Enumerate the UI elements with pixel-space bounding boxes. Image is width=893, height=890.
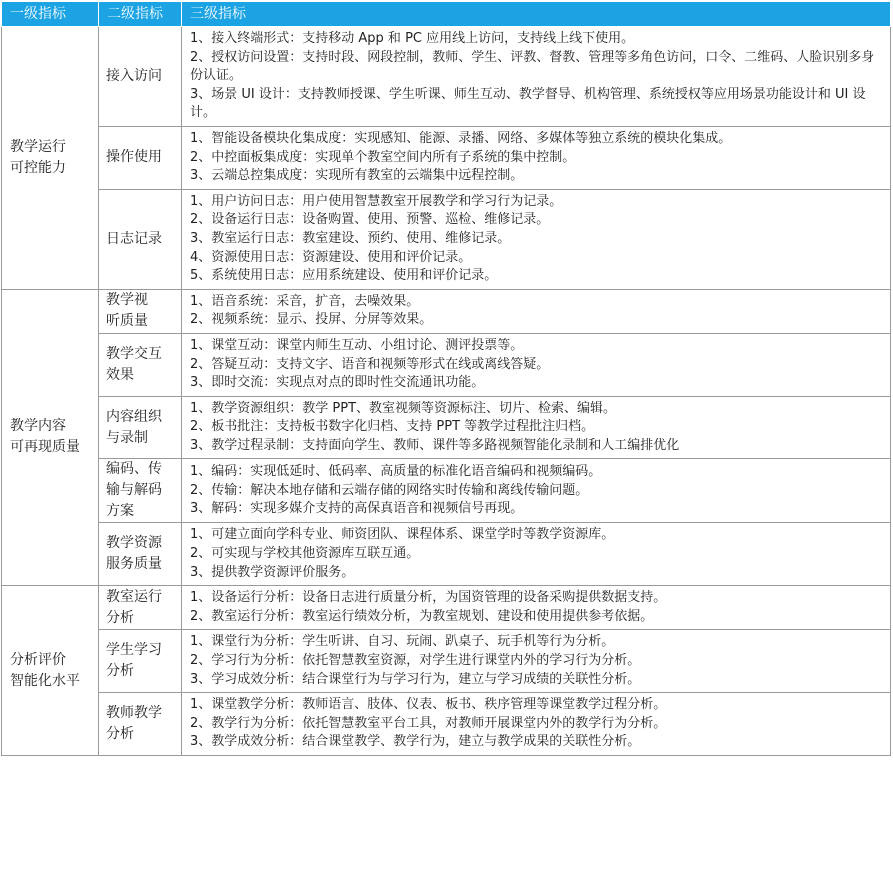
level-2-cell bbox=[99, 586, 182, 630]
level-1-label: 智能化水平 bbox=[10, 672, 80, 689]
level-1-label: 可再现质量 bbox=[10, 439, 80, 456]
level-3-item: 3、场景 UI 设计：支持教师授课、学生听课、师生互动、教学督导、机构管理、系统授权等应用场景功能设计和 UI 设计。 bbox=[190, 86, 866, 121]
level-3-cell bbox=[182, 189, 891, 289]
level-3-item: 2、中控面板集成度：实现单个教室空间内所有子系统的集中控制。 bbox=[190, 149, 576, 165]
table-row bbox=[2, 333, 891, 396]
level-3-item: 3、云端总控集成度：实现所有教室的云端集中远程控制。 bbox=[190, 168, 524, 184]
level-2-label: 分析 bbox=[106, 609, 134, 626]
level-3-item: 3、即时交流：实现点对点的即时性交流通讯功能。 bbox=[190, 375, 485, 391]
level-3-item: 1、用户访问日志：用户使用智慧教室开展教学和学习行为记录。 bbox=[190, 193, 563, 209]
level-3-item: 1、设备运行分析：设备日志进行质量分析，为国资管理的设备采购提供数据支持。 bbox=[190, 590, 667, 606]
level-1-label: 教学内容 bbox=[10, 418, 66, 435]
level-3-cell bbox=[182, 630, 891, 693]
level-3-item: 3、教学成效分析：结合课堂教学、教学行为，建立与教学成果的关联性分析。 bbox=[190, 734, 641, 750]
level-2-cell bbox=[99, 333, 182, 396]
level-2-cell bbox=[99, 630, 182, 693]
level-2-label: 学生学习 bbox=[106, 642, 162, 659]
level-3-item: 1、课堂教学分析：教师语言、肢体、仪表、板书、秩序管理等课堂教学过程分析。 bbox=[190, 697, 667, 713]
level-1-label: 教学运行 bbox=[10, 138, 66, 155]
level-3-item: 1、接入终端形式：支持移动 App 和 PC 应用线上访问，支持线上线下使用。 bbox=[190, 31, 635, 46]
level-3-cell bbox=[182, 333, 891, 396]
level-3-item: 2、教学行为分析：依托智慧教室平台工具，对教师开展课堂内外的教学行为分析。 bbox=[190, 715, 667, 731]
level-3-item: 2、设备运行日志：设备购置、使用、预警、巡检、维修记录。 bbox=[190, 212, 550, 228]
level-2-label: 效果 bbox=[106, 366, 134, 383]
level-3-item: 4、资源使用日志：资源建设、使用和评价记录。 bbox=[190, 249, 472, 265]
level-3-item: 3、解码：实现多媒介支持的高保真语音和视频信号再现。 bbox=[190, 501, 524, 517]
level-2-cell bbox=[99, 189, 182, 289]
level-3-item: 2、视频系统：显示、投屏、分屏等效果。 bbox=[190, 312, 433, 328]
level-3-item: 1、语音系统：采音，扩音，去噪效果。 bbox=[190, 293, 420, 309]
level-3-item: 1、课堂互动：课堂内师生互动、小组讨论、测评投票等。 bbox=[190, 337, 524, 353]
table-header bbox=[2, 2, 891, 27]
level-1-cell bbox=[2, 27, 99, 290]
table-row bbox=[2, 459, 891, 523]
level-1-cell bbox=[2, 289, 99, 586]
table-row bbox=[2, 630, 891, 693]
table-row bbox=[2, 693, 891, 756]
header-level-3: 三级指标 bbox=[182, 2, 891, 27]
level-2-cell bbox=[99, 126, 182, 189]
header-level-1: 一级指标 bbox=[2, 2, 99, 27]
level-3-cell bbox=[182, 289, 891, 333]
level-1-label: 可控能力 bbox=[10, 159, 66, 176]
level-2-cell bbox=[99, 27, 182, 127]
level-2-cell bbox=[99, 693, 182, 756]
level-3-item: 2、授权访问设置：支持时段、网段控制，教师、学生、评教、督教、管理等多角色访问，口令、二维码、人脸识别多身份认证。 bbox=[190, 49, 875, 84]
level-1-cell bbox=[2, 586, 99, 756]
level-2-label: 教师教学 bbox=[106, 705, 162, 722]
level-2-label: 编码、传 bbox=[106, 461, 162, 478]
level-2-label: 操作使用 bbox=[106, 149, 162, 166]
level-3-item: 1、可建立面向学科专业、师资团队、课程体系、课堂学时等教学资源库。 bbox=[190, 527, 615, 543]
level-3-cell bbox=[182, 693, 891, 756]
level-3-cell bbox=[182, 126, 891, 189]
level-2-label: 教学交互 bbox=[106, 345, 162, 362]
level-2-label: 分析 bbox=[106, 663, 134, 680]
indicator-table bbox=[1, 1, 891, 756]
level-3-item: 1、智能设备模块化集成度：实现感知、能源、录播、网络、多媒体等独立系统的模块化集成。 bbox=[190, 130, 732, 146]
level-3-item: 1、课堂行为分析：学生听讲、自习、玩闹、趴桌子、玩手机等行为分析。 bbox=[190, 634, 615, 650]
level-3-item: 2、板书批注：支持板书数字化归档、支持 PPT 等教学过程批注归档。 bbox=[190, 419, 595, 435]
table-row bbox=[2, 289, 891, 333]
level-3-item: 1、教学资源组织：教学 PPT、教室视频等资源标注、切片、检索、编辑。 bbox=[190, 400, 617, 416]
level-3-item: 1、编码：实现低延时、低码率、高质量的标准化语音编码和视频编码。 bbox=[190, 464, 602, 480]
level-2-cell bbox=[99, 289, 182, 333]
table-body bbox=[2, 27, 891, 756]
level-2-label: 内容组织 bbox=[106, 408, 162, 425]
level-2-cell bbox=[99, 396, 182, 459]
table-row bbox=[2, 396, 891, 459]
level-3-cell bbox=[182, 396, 891, 459]
level-3-item: 5、系统使用日志：应用系统建设、使用和评价记录。 bbox=[190, 268, 498, 284]
level-2-label: 分析 bbox=[106, 726, 134, 743]
level-3-cell bbox=[182, 459, 891, 523]
level-3-item: 2、教室运行分析：教室运行绩效分析，为教室规划、建设和使用提供参考依据。 bbox=[190, 608, 654, 624]
level-3-item: 2、答疑互动：支持文字、语音和视频等形式在线或离线答疑。 bbox=[190, 356, 550, 372]
level-2-label: 输与解码 bbox=[106, 482, 162, 499]
level-2-label: 服务质量 bbox=[106, 556, 162, 573]
level-2-label: 教学资源 bbox=[106, 535, 162, 552]
level-2-label: 教室运行 bbox=[106, 588, 162, 605]
level-3-item: 2、学习行为分析：依托智慧教室资源，对学生进行课堂内外的学习行为分析。 bbox=[190, 653, 641, 669]
level-3-cell bbox=[182, 27, 891, 127]
table-row bbox=[2, 523, 891, 586]
level-2-label: 接入访问 bbox=[106, 67, 162, 84]
level-3-item: 2、传输：解决本地存储和云端存储的网络实时传输和离线传输问题。 bbox=[190, 482, 589, 498]
level-2-cell bbox=[99, 459, 182, 523]
level-3-item: 3、教室运行日志：教室建设、预约、使用、维修记录。 bbox=[190, 230, 511, 246]
level-3-cell bbox=[182, 523, 891, 586]
level-2-cell bbox=[99, 523, 182, 586]
table-row bbox=[2, 27, 891, 127]
level-2-label: 听质量 bbox=[106, 313, 148, 330]
table-row bbox=[2, 586, 891, 630]
header-row bbox=[2, 2, 891, 27]
level-3-item: 3、提供教学资源评价服务。 bbox=[190, 564, 355, 580]
table-row bbox=[2, 126, 891, 189]
level-2-label: 日志记录 bbox=[106, 230, 162, 247]
level-2-label: 与录制 bbox=[106, 429, 148, 446]
level-1-label: 分析评价 bbox=[10, 651, 66, 668]
level-2-label: 方案 bbox=[106, 503, 134, 520]
level-2-label: 教学视 bbox=[106, 292, 148, 309]
level-3-item: 3、学习成效分析：结合课堂行为与学习行为，建立与学习成绩的关联性分析。 bbox=[190, 671, 641, 687]
level-3-item: 2、可实现与学校其他资源库互联互通。 bbox=[190, 546, 420, 562]
header-level-2: 二级指标 bbox=[99, 2, 182, 27]
level-3-cell bbox=[182, 586, 891, 630]
level-3-item: 3、教学过程录制：支持面向学生、教师、课件等多路视频智能化录制和人工编排优化 bbox=[190, 437, 680, 453]
table-row bbox=[2, 189, 891, 289]
